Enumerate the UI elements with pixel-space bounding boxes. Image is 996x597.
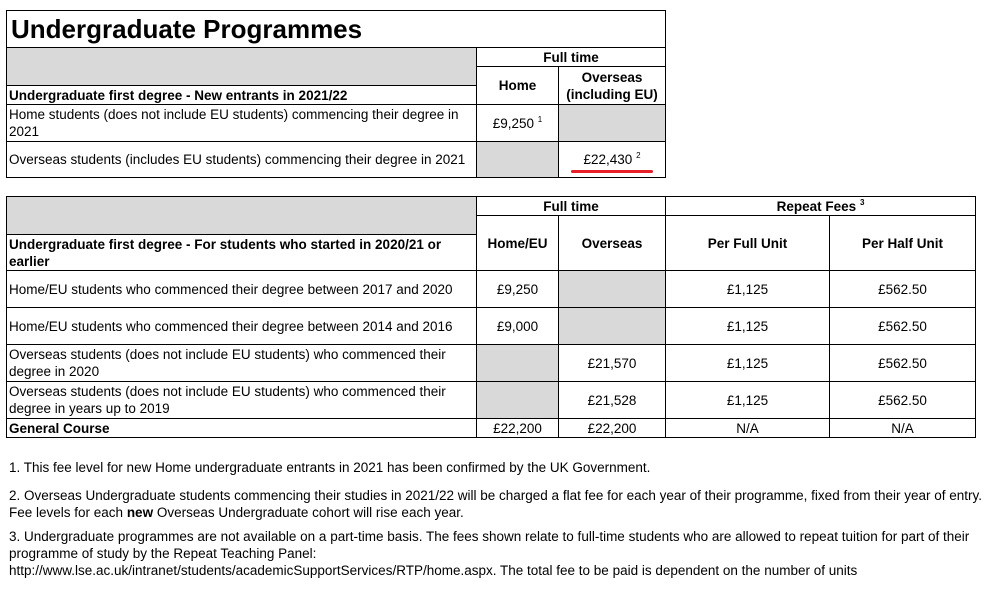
home-column-header: Home bbox=[477, 67, 559, 105]
home-eu-fee-cell: £22,200 bbox=[477, 419, 559, 438]
row-label: General Course bbox=[7, 419, 477, 438]
continuing-students-table bbox=[6, 196, 976, 438]
row-label: Home students (does not include EU students) commencing their degree in 2021 bbox=[7, 105, 477, 142]
footnote-3 bbox=[9, 528, 984, 579]
overseas-header-line1: Overseas bbox=[581, 69, 643, 85]
fee-value: £22,430 bbox=[583, 152, 633, 167]
half-unit-fee-cell: £562.50 bbox=[830, 271, 976, 308]
repeat-fees-label: Repeat Fees bbox=[776, 198, 857, 214]
home-eu-column-header: Home/EU bbox=[477, 216, 559, 271]
row-label: Overseas students (includes EU students) commencing their degree in 2021 bbox=[7, 142, 477, 178]
new-entrants-table bbox=[6, 10, 666, 178]
footnote-ref: 3 bbox=[859, 197, 865, 207]
per-half-unit-header: Per Half Unit bbox=[830, 216, 976, 271]
full-unit-fee-cell: £1,125 bbox=[666, 271, 830, 308]
table-row bbox=[7, 105, 666, 142]
per-full-unit-header: Per Full Unit bbox=[666, 216, 830, 271]
footnote-2-bold: new bbox=[126, 505, 154, 520]
full-time-header: Full time bbox=[477, 48, 666, 67]
empty-grey-cell bbox=[477, 345, 559, 382]
row-label: Overseas students (does not include EU students) who commenced their degree in years up to 2019 bbox=[7, 382, 477, 419]
page-title: Undergraduate Programmes bbox=[7, 11, 666, 48]
footnote-3-link-text: http://www.lse.ac.uk/intranet/students/academicSupportServices/RTP/home.aspx. The total fee to be paid is dependent on the number of units bbox=[9, 563, 858, 578]
overseas-fee-cell: £22,200 bbox=[559, 419, 666, 438]
row-label: Home/EU students who commenced their degree between 2014 and 2016 bbox=[7, 308, 477, 345]
empty-grey-cell bbox=[559, 105, 666, 142]
table-row-general-course bbox=[7, 419, 976, 438]
table-row bbox=[7, 142, 666, 178]
full-time-header: Full time bbox=[477, 197, 666, 216]
footnote-1: 1. This fee level for new Home undergraduate entrants in 2021 has been confirmed by the UK Government. bbox=[9, 460, 651, 475]
empty-grey-cell bbox=[559, 308, 666, 345]
overseas-column-header: Overseas bbox=[559, 216, 666, 271]
half-unit-fee-cell: £562.50 bbox=[830, 382, 976, 419]
header-grey-cell bbox=[7, 197, 477, 235]
home-eu-fee-cell: £9,250 bbox=[477, 271, 559, 308]
table-row bbox=[7, 382, 976, 419]
table-row bbox=[7, 345, 976, 382]
section-label: Undergraduate first degree - New entrants in 2021/22 bbox=[7, 86, 477, 105]
red-underline-annotation bbox=[571, 170, 653, 173]
home-eu-fee-cell: £9,000 bbox=[477, 308, 559, 345]
overseas-column-header bbox=[559, 67, 666, 105]
repeat-fees-header bbox=[666, 197, 976, 216]
footnote-2-text: 2. Overseas Undergraduate students commencing their studies in 2021/22 will be charged a flat fee for each year of their programme, fixed from their year of entry. Fee levels for each bbox=[9, 488, 982, 520]
footnote-ref: 1 bbox=[537, 114, 543, 124]
half-unit-fee-cell: £562.50 bbox=[830, 345, 976, 382]
section-label: Undergraduate first degree - For students who started in 2020/21 or earlier bbox=[7, 235, 477, 271]
half-unit-fee-cell: £562.50 bbox=[830, 308, 976, 345]
home-fee-cell bbox=[477, 105, 559, 142]
header-grey-cell bbox=[7, 48, 477, 86]
full-unit-fee-cell: N/A bbox=[666, 419, 830, 438]
row-label: Home/EU students who commenced their degree between 2017 and 2020 bbox=[7, 271, 477, 308]
empty-grey-cell bbox=[477, 382, 559, 419]
overseas-fee-cell: £21,528 bbox=[559, 382, 666, 419]
overseas-header-line2: (including EU) bbox=[566, 86, 658, 102]
table-row bbox=[7, 271, 976, 308]
fee-value: £9,250 bbox=[492, 115, 535, 131]
half-unit-fee-cell: N/A bbox=[830, 419, 976, 438]
footnote-2 bbox=[9, 487, 984, 521]
row-label: Overseas students (does not include EU students) who commenced their degree in 2020 bbox=[7, 345, 477, 382]
full-unit-fee-cell: £1,125 bbox=[666, 308, 830, 345]
footnote-3-text: 3. Undergraduate programmes are not available on a part-time basis. The fees shown relate to full-time students who are allowed to repeat tuition for part of their programme of study by the Repeat Teaching Panel: bbox=[9, 529, 970, 561]
full-unit-fee-cell: £1,125 bbox=[666, 345, 830, 382]
footnote-ref: 2 bbox=[636, 151, 641, 160]
full-unit-fee-cell: £1,125 bbox=[666, 382, 830, 419]
empty-grey-cell bbox=[477, 142, 559, 178]
overseas-fee-cell: £21,570 bbox=[559, 345, 666, 382]
table-row bbox=[7, 308, 976, 345]
empty-grey-cell bbox=[559, 271, 666, 308]
footnote-2-text-end: Overseas Undergraduate cohort will rise each year. bbox=[153, 505, 464, 520]
